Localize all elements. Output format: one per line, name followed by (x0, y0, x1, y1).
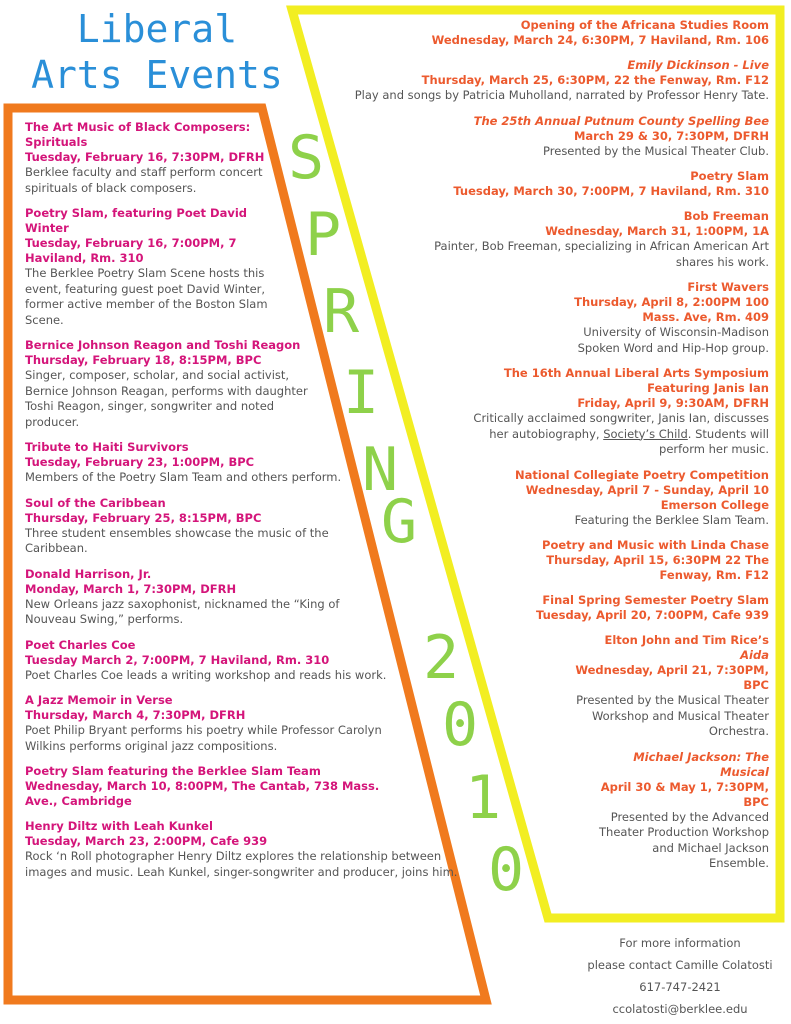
spring-letter: R (323, 277, 360, 347)
event-when: Tuesday, February 16, 7:00PM, 7 Haviland, Rm. 310 (25, 236, 237, 265)
spring-letter: S (288, 123, 325, 193)
event-title: Final Spring Semester Poetry Slam (542, 593, 769, 607)
event-when: Wednesday, March 10, 8:00PM, The Cantab, 738 Mass. Ave., Cambridge (25, 779, 380, 808)
event-title: Soul of the Caribbean (25, 495, 166, 510)
event-desc: Members of the Poetry Slam Team and others perform. (25, 470, 342, 484)
event-desc (464, 411, 769, 458)
event-when: Tuesday March 2, 7:00PM, 7 Haviland, Rm. 310 (25, 652, 330, 667)
event-desc: Poet Philip Bryant performs his poetry while Professor Carolyn Wilkins performs original jazz compositions. (25, 723, 382, 753)
event-when: Tuesday, March 23, 2:00PM, Cafe 939 (25, 834, 268, 848)
event (25, 120, 265, 196)
event-desc: Poet Charles Coe leads a writing workshop and reads his work. (25, 667, 387, 682)
event-desc: Play and songs by Patricia Muholland, narrated by Professor Henry Tate. (354, 88, 769, 102)
contact-phone: 617-747-2421 (639, 980, 721, 994)
event (339, 18, 769, 48)
event-when: Tuesday, February 23, 1:00PM, BPC (25, 455, 255, 469)
event-desc-part: Critically acclaimed songwriter, Janis Ian, discusses her autobiography, (473, 411, 769, 441)
event (25, 440, 355, 486)
contact-line-1: For more information (619, 936, 741, 950)
event-title (574, 633, 769, 663)
event (339, 58, 769, 104)
event-desc: Presented by the Musical Theater Workshop and Musical Theater Orchestra. (576, 693, 769, 738)
event (574, 633, 769, 740)
event (594, 750, 769, 872)
event-when: March 29 & 30, 7:30PM, DFRH (573, 128, 769, 143)
event-when: Wednesday, March 24, 6:30PM, 7 Haviland, Rm. 106 (431, 33, 769, 47)
event (509, 468, 769, 529)
event-when: Thursday, April 8, 2:00PM 100 Mass. Ave, Rm. 409 (574, 295, 769, 324)
year-digit: 0 (442, 690, 479, 760)
spring-letter: I (343, 358, 380, 428)
event-title: Poetry Slam (690, 169, 769, 183)
event (339, 593, 769, 623)
event-title: Bob Freeman (683, 209, 769, 223)
event-title: Donald Harrison, Jr. (25, 566, 152, 581)
contact-info (580, 932, 780, 1020)
event-when: Tuesday, March 30, 7:00PM, 7 Haviland, Rm. 310 (453, 184, 769, 198)
event-title: Poet Charles Coe (25, 637, 136, 652)
event-desc-part: . Students will perform her music. (659, 426, 769, 456)
event-title: Michael Jackson: The Musical (633, 749, 769, 779)
event-desc: Presented by the Musical Theater Club. (543, 143, 769, 158)
event-when: Thursday, February 25, 8:15PM, BPC (25, 510, 262, 525)
event-desc: University of Wisconsin-Madison Spoken Word and Hip-Hop group. (577, 325, 769, 355)
year-digit: 1 (465, 763, 502, 833)
event-desc: New Orleans jazz saxophonist, nicknamed the “King of Nouveau Swing,” performs. (25, 596, 340, 626)
event-title: Tribute to Haiti Survivors (25, 440, 189, 454)
event-desc: Berklee faculty and staff perform concert spirituals of black composers. (25, 165, 263, 195)
event-desc: Three student ensembles showcase the music of the Caribbean. (25, 525, 329, 555)
event-when: Thursday, March 25, 6:30PM, 22 the Fenway, Rm. F12 (421, 73, 769, 87)
event-desc: Presented by the Advanced Theater Production Workshop and Michael Jackson Ensemble. (599, 809, 769, 870)
event-desc: Featuring the Berklee Slam Team. (574, 512, 769, 527)
event-title: Poetry and Music with Linda Chase (542, 538, 769, 552)
event (25, 567, 355, 628)
event-when: Tuesday, February 16, 7:30PM, DFRH (25, 150, 265, 164)
event-title-part: Elton John and Tim Rice’s (604, 633, 769, 647)
event-when: Wednesday, March 31, 1:00PM, 1A (545, 224, 769, 238)
event-title: Emily Dickinson - Live (627, 58, 769, 72)
spring-letter: N (362, 435, 399, 505)
event-when: Thursday, February 18, 8:15PM, BPC (25, 353, 262, 367)
event (339, 169, 769, 199)
event (539, 538, 769, 583)
event-when: Friday, April 9, 9:30AM, DFRH (577, 396, 769, 410)
event-title: Bernice Johnson Reagon and Toshi Reagon (25, 338, 301, 352)
event-title: The 16th Annual Liberal Arts Symposium Featuring Janis Ian (503, 366, 769, 395)
event-when: Wednesday, April 7 - Sunday, April 10 Emerson College (525, 482, 769, 512)
left-event-list (25, 120, 458, 890)
event-title: National Collegiate Poetry Competition (515, 467, 769, 482)
title-line-1: Liberal (76, 7, 238, 51)
event-when: Thursday, March 4, 7:30PM, DFRH (25, 708, 246, 722)
event-title: The 25th Annual Putnum County Spelling Bee (473, 113, 769, 128)
event-title: Henry Diltz with Leah Kunkel (25, 819, 213, 833)
spring-letter: G (381, 487, 418, 557)
event-title: Poetry Slam featuring the Berklee Slam Team (25, 764, 321, 778)
event-when: Monday, March 1, 7:30PM, DFRH (25, 581, 237, 596)
event (25, 338, 315, 430)
event-title: A Jazz Memoir in Verse (25, 693, 173, 707)
event (464, 366, 769, 458)
event-desc: Painter, Bob Freeman, specializing in African American Art shares his work. (434, 239, 769, 269)
event-when: Thursday, April 15, 6:30PM 22 The Fenway, Rm. F12 (546, 553, 769, 582)
event (25, 496, 340, 557)
year-digit: 2 (423, 623, 460, 693)
event-title-part: Aida (740, 648, 769, 662)
event-desc: Rock ‘n Roll photographer Henry Diltz explores the relationship between images and music. Leah Kunkel, singer-songwriter and producer, joins him. (25, 849, 458, 879)
event-when: April 30 & May 1, 7:30PM, BPC (600, 779, 769, 809)
event-when: Tuesday, April 20, 7:00PM, Cafe 939 (536, 608, 769, 622)
contact-line-2: please contact Camille Colatosti (587, 958, 773, 972)
title-line-2: Arts Events (31, 53, 283, 97)
event (429, 209, 769, 270)
event (339, 114, 769, 160)
event-title: First Wavers (687, 280, 769, 294)
event (569, 280, 769, 356)
event-when: Wednesday, April 21, 7:30PM, BPC (575, 663, 769, 692)
event-desc: The Berklee Poetry Slam Scene hosts this event, featuring guest poet David Winter, former active member of the Boston Slam Scene. (25, 266, 268, 327)
year-digit: 0 (488, 835, 525, 905)
event-title: Poetry Slam, featuring Poet David Winter (25, 206, 248, 235)
contact-email[interactable]: ccolatosti@berklee.edu (612, 1002, 748, 1016)
book-title: Society’s Child (603, 426, 688, 441)
event-title: The Art Music of Black Composers: Spirituals (25, 120, 251, 149)
event-title: Opening of the Africana Studies Room (520, 18, 769, 32)
event-desc: Singer, composer, scholar, and social activist, Bernice Johnson Reagan, performs with daughter Toshi Reagon, singer, songwriter and noted producer. (25, 368, 308, 429)
spring-letter: P (305, 200, 342, 270)
right-event-list (339, 18, 769, 882)
event (25, 206, 280, 328)
